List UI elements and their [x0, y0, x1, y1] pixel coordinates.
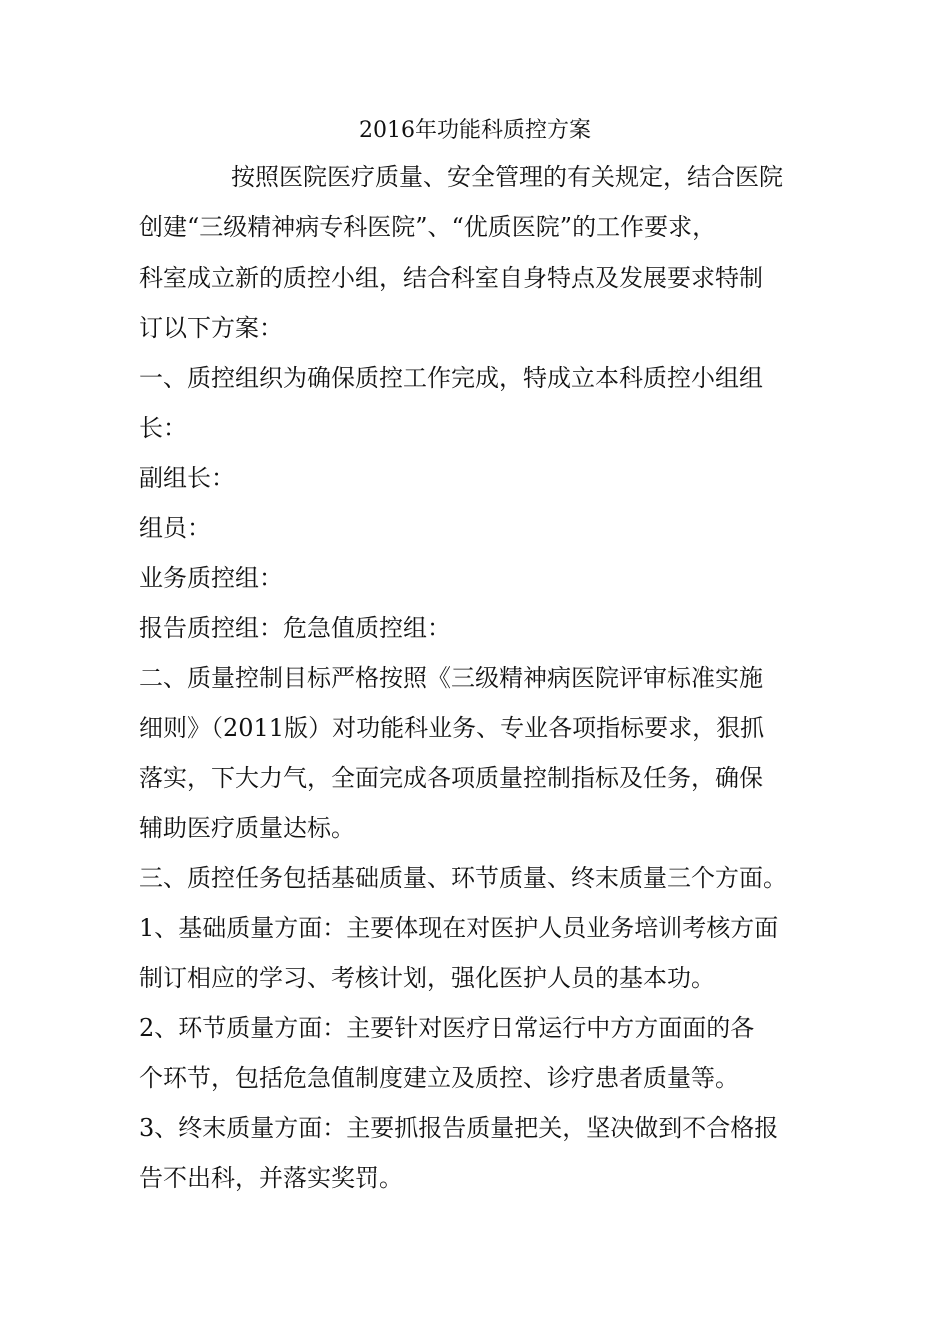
paragraph-line: 三、质控任务包括基础质量、环节质量、终末质量三个方面。: [139, 864, 787, 892]
paragraph-line: 细则》（2011版）对功能科业务、专业各项指标要求，狠抓: [139, 714, 765, 742]
paragraph-line: 3、终末质量方面：主要抓报告质量把关，坚决做到不合格报: [139, 1114, 779, 1142]
paragraph-line: 个环节，包括危急值制度建立及质控、诊疗患者质量等。: [139, 1064, 739, 1092]
paragraph-line: 报告质控组：危急值质控组：: [139, 614, 451, 642]
paragraph-line: 组员：: [139, 514, 211, 542]
document-title: 2016年功能科质控方案: [359, 118, 591, 143]
paragraph-line: 辅助医疗质量达标。: [139, 814, 355, 842]
paragraph-line: 2、环节质量方面：主要针对医疗日常运行中方方面面的各: [139, 1014, 755, 1042]
paragraph-line: 制订相应的学习、考核计划，强化医护人员的基本功。: [139, 964, 715, 992]
paragraph-line: 科室成立新的质控小组，结合科室自身特点及发展要求特制: [139, 264, 763, 292]
paragraph-line: 订以下方案：: [139, 314, 283, 342]
paragraph-line: 一、质控组织为确保质控工作完成，特成立本科质控小组组: [139, 364, 763, 392]
paragraph-line: 副组长：: [139, 464, 235, 492]
paragraph-line: 创建“三级精神病专科医院”、“优质医院”的工作要求，: [139, 213, 717, 241]
paragraph-line: 长：: [139, 414, 187, 442]
paragraph-line: 业务质控组：: [139, 564, 283, 592]
paragraph-line: 按照医院医疗质量、安全管理的有关规定，结合医院: [231, 163, 783, 191]
paragraph-line: 落实，下大力气，全面完成各项质量控制指标及任务，确保: [139, 764, 763, 792]
paragraph-line: 1、基础质量方面：主要体现在对医护人员业务培训考核方面: [139, 914, 779, 942]
paragraph-line: 二、质量控制目标严格按照《三级精神病医院评审标准实施: [139, 664, 763, 692]
paragraph-line: 告不出科，并落实奖罚。: [139, 1164, 403, 1192]
